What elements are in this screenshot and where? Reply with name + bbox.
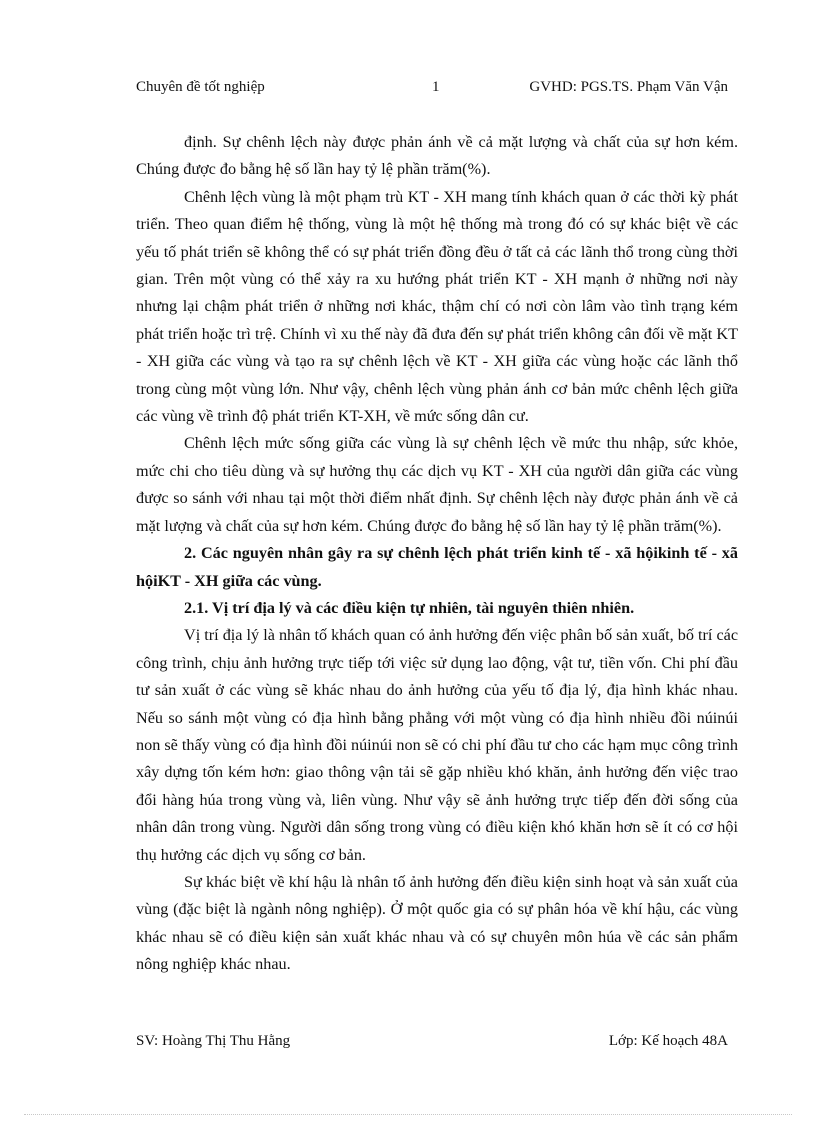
page-header — [136, 76, 728, 98]
footer-student-name: SV: Hoàng Thị Thu Hằng — [136, 1033, 291, 1049]
footer-class: Lớp: Kế hoạch 48A — [608, 1033, 728, 1049]
page-number: 1 — [432, 79, 440, 95]
page-bottom-divider — [24, 1114, 792, 1115]
paragraph-climate: Sự khác biệt về khí hậu là nhân tố ảnh hưởng đến điều kiện sinh hoạt và sản xuất của vùng (đặc biệt là ngành nông nghiệp). Ở một quốc gia có sự phân hóa về khí hậu, các vùng khác nhau sẽ có điều kiện sản xuất khác nhau và có sự chuyên môn húa về các sản phẩm nông nghiệp khác nhau. — [136, 872, 738, 974]
header-supervisor: GVHD: PGS.TS. Phạm Văn Vận — [529, 79, 728, 95]
subsection-heading-geography: 2.1. Vị trí địa lý và các điều kiện tự nhiên, tài nguyên thiên nhiên. — [184, 598, 635, 617]
paragraph-continuation: định. Sự chênh lệch này được phản ánh về cả mặt lượng và chất của sự hơn kém. Chúng được đo bằng hệ số lần hay tỷ lệ phần trăm(%). — [136, 133, 738, 179]
header-document-type: Chuyên đề tốt nghiệp — [136, 79, 265, 95]
paragraph-geographic-location: Vị trí địa lý là nhân tố khách quan có ảnh hưởng đến việc phân bố sản xuất, bố trí các công trình, chịu ảnh hưởng trực tiếp tới việc sử dụng lao động, vật tư, tiền vốn. Chi phí đầu tư sản xuất ở các vùng sẽ khác nhau do ảnh hưởng của yếu tố địa lý, địa hình khác nhau. Nếu so sánh một vùng có địa hình bằng phẳng với một vùng có địa hình nhiều đồi núinúi non sẽ thấy vùng có địa hình đồi núinúi non sẽ có chi phí đầu tư cho các hạm mục công trình xây dựng tốn kém hơn: giao thông vận tải sẽ gặp nhiều khó khăn, ảnh hưởng đến việc trao đổi hàng húa trong vùng và, liên vùng. Như vậy sẽ ảnh hưởng trực tiếp đến đời sống của nhân dân trong vùng. Người dân sống trong vùng có điều kiện khó khăn hơn sẽ ít có cơ hội thụ hưởng các dịch vụ sống cơ bản. — [136, 626, 738, 864]
paragraph-regional-disparity: Chênh lệch vùng là một phạm trù KT - XH mang tính khách quan ở các thời kỳ phát triển. Theo quan điểm hệ thống, vùng là một hệ thống mà trong đó có sự khác biệt về các yếu tố phát triển sẽ không thể có sự phát triển đồng đều ở tất cả các lãnh thổ trong cùng thời gian. Trên một vùng có thể xảy ra xu hướng phát triển KT - XH mạnh ở những nơi này nhưng lại chậm phát triển ở những nơi khác, thậm chí có nơi còn lâm vào tình trạng kém phát triển hoặc trì trệ. Chính vì xu thế này đã đưa đến sự phát triển không cân đối về mặt KT - XH giữa các vùng và tạo ra sự chênh lệch về KT - XH giữa các vùng hoặc các lãnh thổ trong cùng một vùng lớn. Như vậy, chênh lệch vùng phản ánh cơ bản mức chênh lệch giữa các vùng về trình độ phát triển KT-XH, về mức sống dân cư. — [136, 187, 738, 426]
document-body — [136, 129, 738, 979]
page-footer — [136, 1030, 728, 1052]
section-heading-causes: 2. Các nguyên nhân gây ra sự chênh lệch phát triển kinh tế - xã hộikinh tế - xã hộiKT - XH giữa các vùng. — [136, 544, 738, 590]
paragraph-living-standard-disparity: Chênh lệch mức sống giữa các vùng là sự chênh lệch về mức thu nhập, sức khỏe, mức chi cho tiêu dùng và sự hưởng thụ các dịch vụ KT - XH của người dân giữa các vùng được so sánh với nhau tại một thời điểm nhất định. Sự chênh lệch này được phản ánh về cả mặt lượng và chất của sự hơn kém. Chúng được đo bằng hệ số lần hay tỷ lệ phần trăm(%). — [136, 434, 738, 535]
